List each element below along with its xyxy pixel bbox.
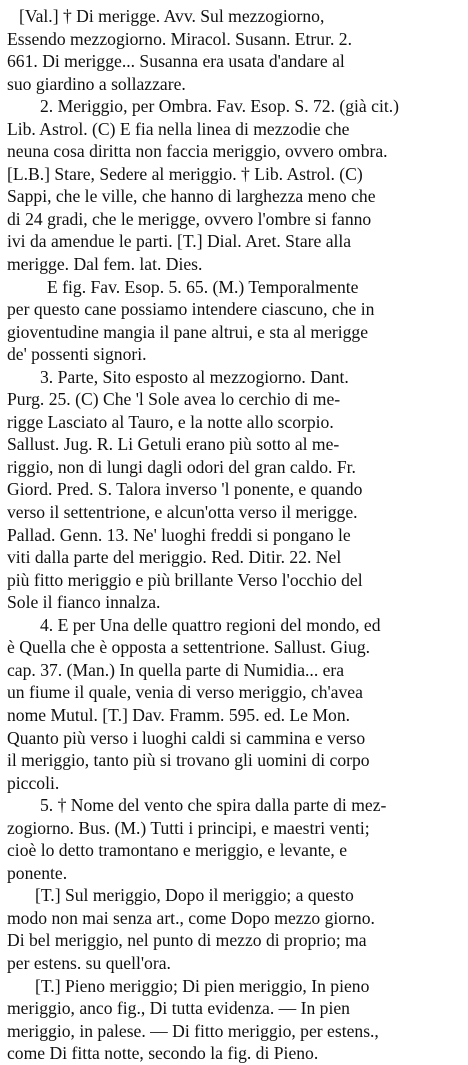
text-line: 4. E per Una delle quattro regioni del mondo, ed (40, 614, 381, 635)
text-line: [Val.] † Di merigge. Avv. Sul mezzogiorno, (19, 6, 325, 26)
text-line: è Quella che è opposta a settentrione. Sallust. Giug. (7, 637, 371, 658)
text-line: 2. Meriggio, per Ombra. Fav. Esop. S. 72. (già cit.) (40, 96, 399, 117)
text-line: per questo cane possiamo intendere ciascuno, che in (7, 299, 375, 320)
text-line: Lib. Astrol. (C) E fia nella linea di mezzodie che (7, 118, 350, 139)
text-line: Quanto più verso i luoghi caldi si cammina e verso (7, 727, 366, 748)
text-line: più fitto meriggio e più brillante Verso l'occhio del (7, 569, 363, 590)
text-line: ponente. (7, 862, 68, 883)
text-line: cap. 37. (Man.) In quella parte di Numidia... era (7, 659, 345, 680)
text-line: [L.B.] Stare, Sedere al meriggio. † Lib. Astrol. (C) (7, 163, 363, 184)
text-line: [T.] Pieno meriggio; Di pien meriggio, In pieno (35, 975, 370, 996)
text-line: 3. Parte, Sito esposto al mezzogiorno. Dant. (40, 366, 349, 387)
text-line: come Di fitta notte, secondo la fig. di Pieno. (7, 1043, 319, 1064)
text-line: Sappi, che le ville, che hanno di larghezza meno che (7, 186, 376, 207)
text-line: nome Mutul. [T.] Dav. Framm. 595. ed. Le Mon. (7, 704, 351, 725)
text-line: Pallad. Genn. 13. Ne' luoghi freddi si pongano le (7, 524, 351, 545)
text-line: Sole il fianco innalza. (7, 592, 161, 613)
text-line: merigge. Dal fem. lat. Dies. (7, 254, 203, 275)
text-line: 5. † Nome del vento che spira dalla parte di mez- (40, 795, 387, 816)
text-line: viti dalla parte del meriggio. Red. Ditir. 22. Nel (7, 547, 342, 568)
text-line: Purg. 25. (C) Che 'l Sole avea lo cerchio di me- (7, 389, 341, 410)
text-line: 661. Di merigge... Susanna era usata d'andare al (7, 51, 345, 72)
text-line: per estens. su quell'ora. (7, 952, 171, 973)
dictionary-entry-meriggio (7, 5, 458, 1065)
text-line: suo giardino a sollazzare. (7, 73, 186, 94)
text-line: meriggio, in palese. — Di fitto meriggio, per estens., (7, 1020, 379, 1041)
text-line: E fig. Fav. Esop. 5. 65. (M.) Temporalmente (47, 276, 359, 297)
text-line: zogiorno. Bus. (M.) Tutti i principi, e maestri venti; (7, 817, 370, 838)
text-line: Di bel meriggio, nel punto di mezzo di proprio; ma (7, 930, 367, 951)
text-line: di 24 gradi, che le merigge, ovvero l'ombre si fanno (7, 208, 372, 229)
text-line: un fiume il quale, venia di verso meriggio, ch'avea (7, 682, 363, 703)
text-line: cioè lo detto tramontano e meriggio, e levante, e (7, 840, 348, 861)
text-line: meriggio, anco fig., Di tutta evidenza. — In pien (7, 998, 350, 1019)
text-line: riggio, non di lungi dagli odori del gran caldo. Fr. (7, 456, 356, 477)
text-line: neuna cosa diritta non faccia meriggio, ovvero ombra. (7, 141, 388, 162)
text-line: verso il settentrione, e alcun'otta verso il merigge. (7, 502, 358, 523)
text-line: [T.] Sul meriggio, Dopo il meriggio; a questo (35, 885, 354, 906)
text-line: Sallust. Jug. R. Li Getuli erano più sotto al me- (7, 434, 340, 455)
text-line: il meriggio, tanto più si trovano gli uomini di corpo (7, 750, 370, 771)
text-line: modo non mai senza art., come Dopo mezzo giorno. (7, 907, 375, 928)
text-line: ivi da amendue le parti. [T.] Dial. Aret. Stare alla (7, 231, 352, 252)
text-line: rigge Lasciato al Tauro, e la notte allo scorpio. (7, 411, 334, 432)
text-line: de' possenti signori. (7, 344, 147, 365)
text-line: gioventudine mangia il pane altrui, e sta al merigge (7, 321, 369, 342)
text-line: Essendo mezzogiorno. Miracol. Susann. Etrur. 2. (7, 28, 352, 49)
text-line: piccoli. (7, 772, 60, 793)
text-line: Giord. Pred. S. Talora inverso 'l ponente, e quando (7, 479, 363, 500)
